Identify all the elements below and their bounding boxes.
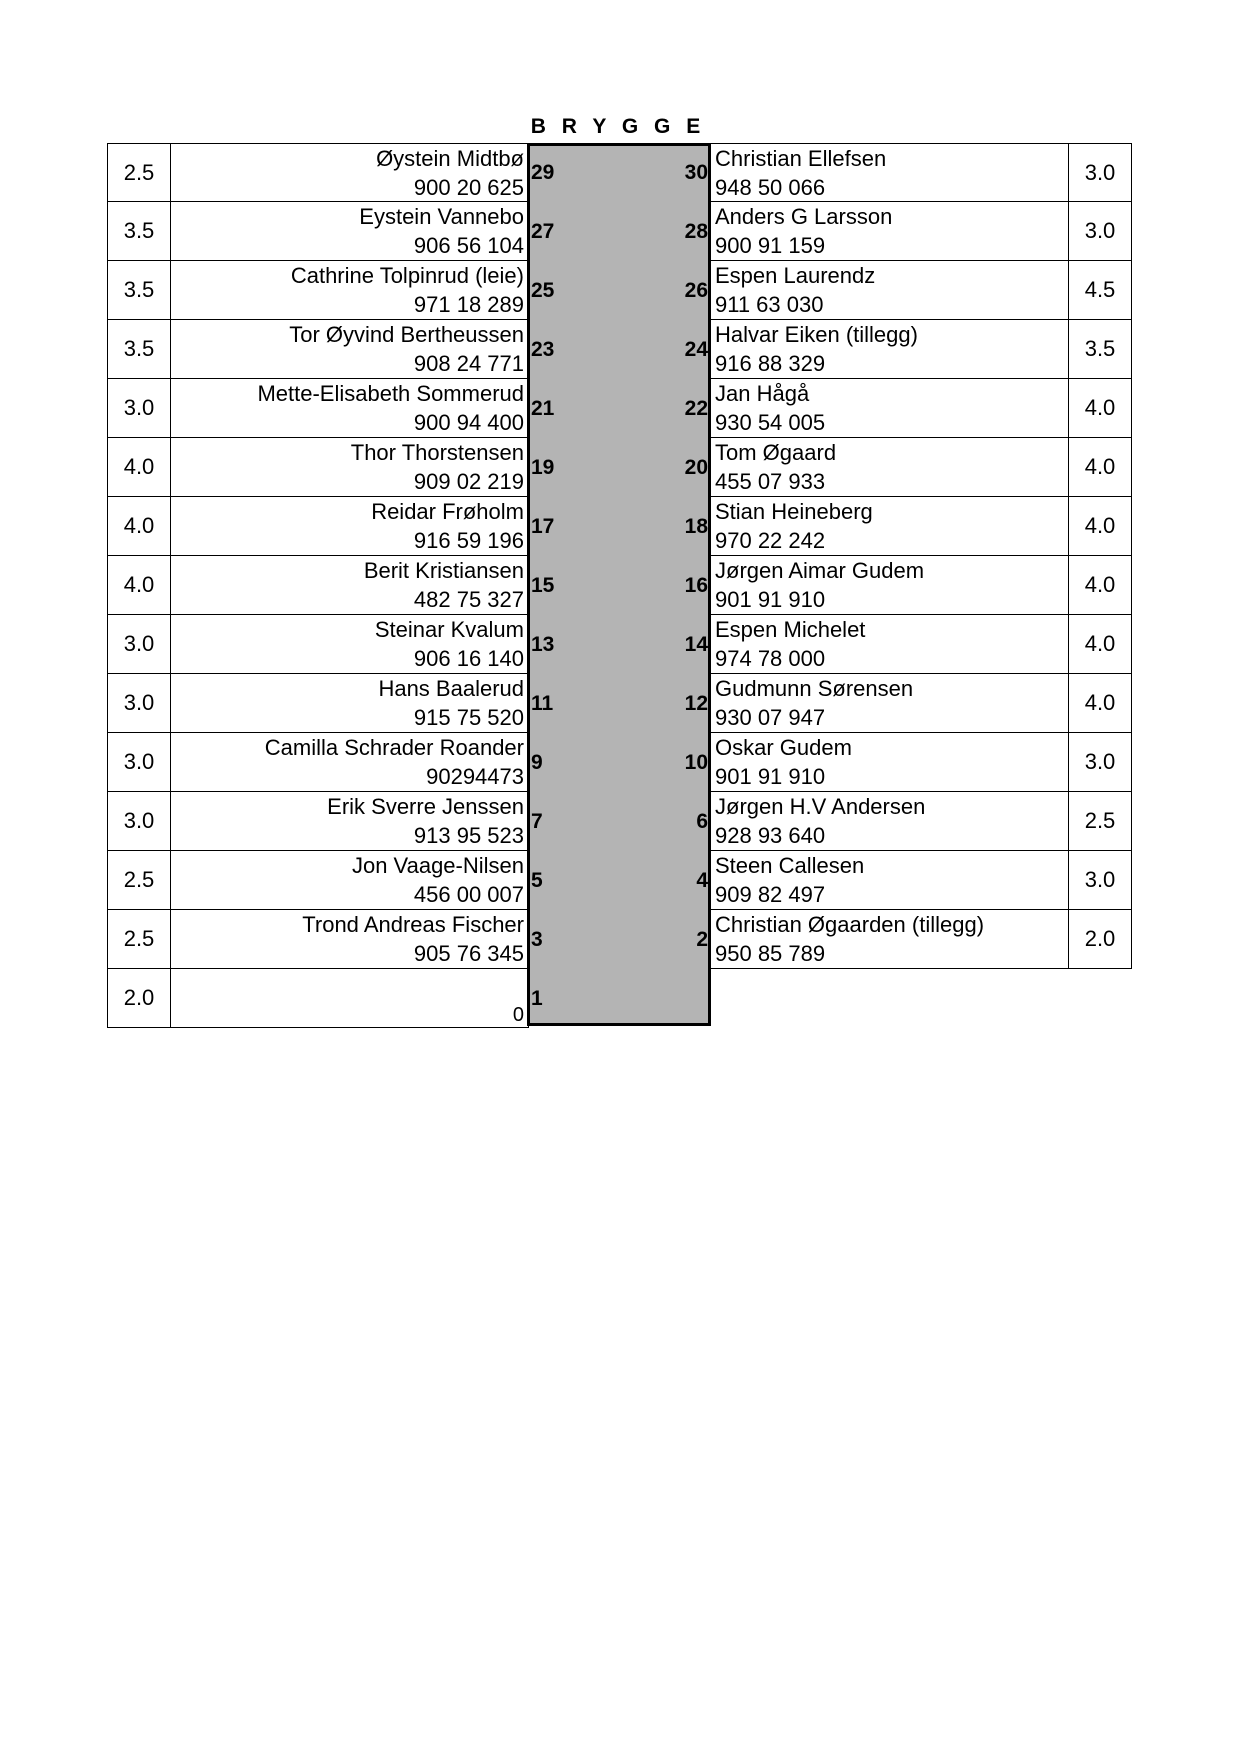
holder-phone: 901 91 910 [715, 764, 826, 789]
berth-holder [711, 438, 1068, 496]
slot-number: 26 [684, 279, 708, 302]
berth-row-right [710, 733, 1132, 792]
holder-name: Øystein Midtbø [376, 145, 524, 171]
berth-depth: 4.0 [1068, 379, 1131, 437]
slot-number: 23 [531, 338, 555, 361]
berth-holder [171, 497, 528, 555]
berth-depth: 4.0 [1068, 556, 1131, 614]
holder-name: Jan Hågå [715, 381, 810, 406]
berth-depth: 4.0 [108, 497, 171, 555]
berth-row-left [107, 497, 529, 556]
berth-holder [171, 910, 528, 968]
holder-phone: 971 18 289 [413, 292, 524, 317]
slot-number: 25 [531, 279, 555, 302]
holder-name: Trond Andreas Fischer [302, 912, 524, 937]
berth-holder [711, 261, 1068, 319]
berth-row-right [710, 261, 1132, 320]
berth-row-left [107, 202, 529, 261]
holder-phone: 909 02 219 [413, 469, 524, 494]
berth-holder [171, 674, 528, 732]
holder-name: Espen Michelet [715, 617, 866, 642]
berth-row-right [710, 851, 1132, 910]
berth-row-left [107, 438, 529, 497]
berth-row-left [107, 851, 529, 910]
berth-holder [711, 320, 1068, 378]
slot-number: 19 [531, 456, 555, 479]
slot-number: 27 [531, 220, 555, 243]
holder-phone: 456 00 007 [413, 882, 524, 907]
holder-phone: 900 94 400 [413, 410, 524, 435]
berth-holder [171, 261, 528, 319]
slot-number: 11 [531, 692, 554, 715]
slot-number: 30 [684, 161, 708, 184]
holder-name: Halvar Eiken (tillegg) [715, 322, 918, 347]
holder-phone: 905 76 345 [413, 941, 524, 966]
holder-phone: 915 75 520 [413, 705, 524, 730]
slot-number: 14 [684, 633, 708, 656]
slot-number: 1 [531, 987, 543, 1010]
holder-phone: 970 22 242 [715, 528, 826, 553]
holder-phone: 930 54 005 [715, 410, 826, 435]
holder-phone: 948 50 066 [715, 174, 826, 200]
berth-depth: 3.0 [1068, 202, 1131, 260]
berth-depth: 2.0 [1068, 910, 1131, 968]
holder-name: Tom Øgaard [715, 440, 837, 465]
slot-number: 20 [684, 456, 708, 479]
holder-name: Thor Thorstensen [350, 440, 524, 465]
holder-phone: 0 [512, 1004, 524, 1026]
holder-name: Jørgen H.V Andersen [715, 794, 926, 819]
berth-row-right [710, 202, 1132, 261]
berth-depth: 4.5 [1068, 261, 1131, 319]
berth-depth: 2.5 [1068, 792, 1131, 850]
berth-depth: 2.5 [108, 144, 171, 201]
slot-number: 16 [684, 574, 708, 597]
berth-depth: 4.0 [108, 556, 171, 614]
slot-number: 24 [684, 338, 708, 361]
slot-number: 17 [531, 515, 555, 538]
berth-row-right [710, 556, 1132, 615]
berth-holder [711, 851, 1068, 909]
berth-depth: 3.0 [108, 615, 171, 673]
holder-phone: 909 82 497 [715, 882, 826, 907]
berth-row-right [710, 143, 1132, 202]
holder-phone: 900 20 625 [413, 174, 524, 200]
holder-phone: 916 59 196 [413, 528, 524, 553]
holder-name: Eystein Vannebo [359, 204, 524, 229]
berth-holder [171, 556, 528, 614]
slot-number: 15 [531, 574, 555, 597]
berth-row-left [107, 261, 529, 320]
holder-name: Stian Heineberg [715, 499, 873, 524]
slot-number: 22 [684, 397, 708, 420]
berth-depth: 3.0 [108, 379, 171, 437]
holder-name: Anders G Larsson [715, 204, 893, 229]
holder-name: Oskar Gudem [715, 735, 852, 760]
holder-phone: 455 07 933 [715, 469, 826, 494]
berth-holder [711, 202, 1068, 260]
holder-phone: 928 93 640 [715, 823, 826, 848]
berth-depth: 2.0 [108, 969, 171, 1027]
berth-holder [171, 320, 528, 378]
holder-phone: 482 75 327 [413, 587, 524, 612]
berth-depth: 3.5 [108, 261, 171, 319]
berth-holder [711, 615, 1068, 673]
berth-holder [171, 733, 528, 791]
berth-row-left [107, 792, 529, 851]
berth-depth: 3.0 [1068, 733, 1131, 791]
slot-number: 13 [531, 633, 555, 656]
holder-name: Erik Sverre Jenssen [327, 794, 524, 819]
holder-name: Christian Øgaarden (tillegg) [715, 912, 985, 937]
slot-number: 9 [531, 751, 543, 774]
holder-phone: 913 95 523 [413, 823, 524, 848]
berth-row-left [107, 143, 529, 202]
berth-row-right [710, 320, 1132, 379]
berth-depth: 3.0 [1068, 851, 1131, 909]
berth-row-left [107, 320, 529, 379]
berth-holder [711, 497, 1068, 555]
berth-holder [171, 144, 528, 201]
holder-name: Camilla Schrader Roander [264, 735, 524, 760]
berth-holder [171, 792, 528, 850]
slot-number: 28 [684, 220, 708, 243]
berth-row-left [107, 674, 529, 733]
holder-name: Gudmunn Sørensen [715, 676, 914, 701]
berth-depth: 4.0 [1068, 674, 1131, 732]
berth-depth: 3.0 [108, 733, 171, 791]
berth-depth: 3.0 [108, 674, 171, 732]
berth-row-right [710, 438, 1132, 497]
berth-row-left [107, 969, 529, 1028]
berth-row-right [710, 910, 1132, 969]
berth-holder [711, 144, 1068, 201]
berth-row-right [710, 792, 1132, 851]
holder-phone: 906 16 140 [413, 646, 524, 671]
berth-row-left [107, 910, 529, 969]
berth-row-left [107, 733, 529, 792]
berth-holder [711, 556, 1068, 614]
slot-number: 2 [696, 928, 708, 951]
berth-depth: 4.0 [1068, 615, 1131, 673]
slot-number: 12 [684, 692, 708, 715]
slot-number: 21 [531, 397, 555, 420]
berth-holder [711, 733, 1068, 791]
slot-number: 3 [531, 928, 543, 951]
berth-holder [171, 969, 528, 1027]
holder-name: Hans Baalerud [378, 676, 524, 701]
holder-phone: 90294473 [426, 764, 524, 789]
berth-holder [171, 851, 528, 909]
holder-name: Tor Øyvind Bertheussen [289, 322, 524, 347]
berth-depth: 4.0 [108, 438, 171, 496]
holder-name: Steen Callesen [715, 853, 865, 878]
slot-number: 4 [696, 869, 708, 892]
berth-depth: 3.0 [1068, 144, 1131, 201]
holder-phone: 974 78 000 [715, 646, 826, 671]
holder-name: Christian Ellefsen [715, 145, 887, 171]
holder-name: Mette-Elisabeth Sommerud [257, 381, 524, 406]
berth-depth: 3.5 [108, 320, 171, 378]
slot-number: 5 [531, 869, 543, 892]
holder-phone: 930 07 947 [715, 705, 826, 730]
slot-number: 10 [684, 751, 708, 774]
holder-phone: 911 63 030 [715, 292, 824, 317]
berth-row-right [710, 674, 1132, 733]
berth-depth: 2.5 [108, 910, 171, 968]
berth-holder [171, 615, 528, 673]
holder-name: Espen Laurendz [715, 263, 876, 288]
holder-phone: 901 91 910 [715, 587, 826, 612]
holder-name: Jørgen Aimar Gudem [715, 558, 925, 583]
holder-name: Jon Vaage-Nilsen [351, 853, 524, 878]
berth-holder [171, 379, 528, 437]
holder-name [171, 969, 524, 995]
holder-name: Steinar Kvalum [374, 617, 524, 642]
berth-depth: 3.0 [108, 792, 171, 850]
holder-phone: 916 88 329 [715, 351, 826, 376]
berth-row-left [107, 556, 529, 615]
holder-phone: 900 91 159 [715, 233, 826, 258]
berth-row-right [710, 615, 1132, 674]
slot-number: 6 [696, 810, 708, 833]
holder-phone: 950 85 789 [715, 941, 826, 966]
holder-name: Cathrine Tolpinrud (leie) [290, 263, 524, 288]
slot-number: 29 [531, 161, 555, 184]
berth-holder [171, 438, 528, 496]
berth-holder [711, 910, 1068, 968]
berth-row-left [107, 615, 529, 674]
holder-name: Reidar Frøholm [371, 499, 524, 524]
berth-holder [171, 202, 528, 260]
berth-depth: 3.5 [1068, 320, 1131, 378]
berth-holder [711, 792, 1068, 850]
slot-number: 18 [684, 515, 708, 538]
page-title: B R Y G G E [530, 115, 706, 138]
berth-depth: 4.0 [1068, 438, 1131, 496]
berth-holder [711, 674, 1068, 732]
berth-row-right [710, 497, 1132, 556]
berth-depth: 4.0 [1068, 497, 1131, 555]
berth-row-left [107, 379, 529, 438]
berth-depth: 3.5 [108, 202, 171, 260]
berth-holder [711, 379, 1068, 437]
holder-name: Berit Kristiansen [363, 558, 524, 583]
slot-number: 7 [531, 810, 543, 833]
holder-phone: 906 56 104 [413, 233, 524, 258]
holder-phone: 908 24 771 [413, 351, 524, 376]
berth-row-right [710, 379, 1132, 438]
berth-depth: 2.5 [108, 851, 171, 909]
